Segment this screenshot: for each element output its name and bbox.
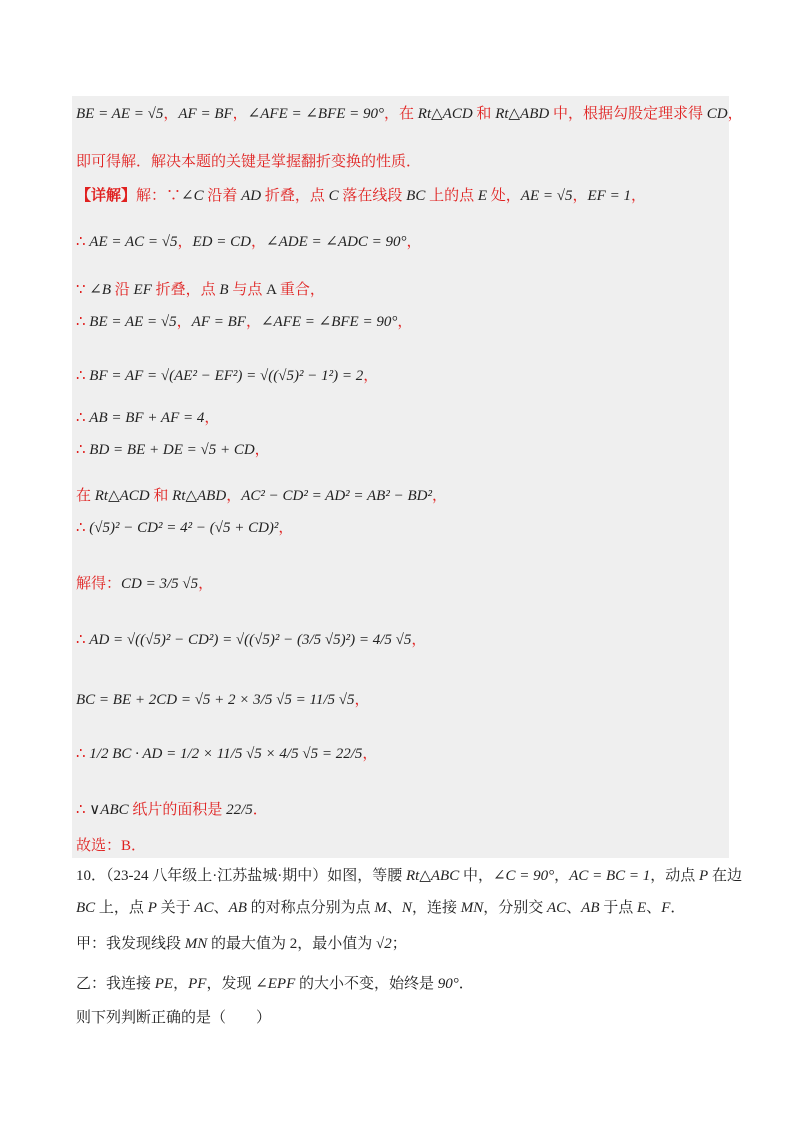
text-run: ∴ xyxy=(76,746,90,762)
text-run: ， xyxy=(411,632,427,648)
math-expression: AC xyxy=(546,900,567,916)
text-run: 和 xyxy=(149,488,173,504)
math-expression: E xyxy=(477,188,488,204)
text-run: ∴ xyxy=(76,368,90,384)
math-expression: P xyxy=(147,900,157,916)
text-run: ，连接 xyxy=(411,900,461,916)
text-run: ， xyxy=(406,234,422,250)
math-expression: ∠C = 90° xyxy=(492,868,555,884)
math-expression: BC xyxy=(76,900,96,916)
math-expression: BD = BE + DE = √5 + CD xyxy=(89,442,255,458)
math-expression: 22/5 xyxy=(226,802,253,818)
solution-line-13 xyxy=(76,630,426,650)
text-run: ∵ xyxy=(76,282,90,298)
text-run: ∴ xyxy=(76,234,90,250)
text-run: ， xyxy=(630,188,646,204)
math-expression: Rt△ACD xyxy=(417,106,473,122)
math-expression: CD xyxy=(706,106,728,122)
text-run: 故选：B． xyxy=(76,838,147,854)
solution-line-14 xyxy=(76,690,370,710)
text-run: ， xyxy=(232,106,248,122)
math-expression: AF = BF xyxy=(178,106,233,122)
text-run: ， xyxy=(163,106,179,122)
math-expression: 1/2 BC · AD = 1/2 × 11/5 √5 × 4/5 √5 = 22/5 xyxy=(89,746,363,762)
text-run: 和 xyxy=(472,106,496,122)
text-run: 在 xyxy=(76,488,95,504)
text-run: 重合， xyxy=(276,282,325,298)
text-run: ， xyxy=(397,314,413,330)
text-run: ． xyxy=(670,900,686,916)
math-expression: Rt△ABD xyxy=(172,488,227,504)
math-expression: PE xyxy=(154,976,174,992)
math-expression: BC xyxy=(406,188,426,204)
text-run: 的对称点分别为点 xyxy=(246,900,375,916)
text-run: ，发现 xyxy=(206,976,256,992)
solution-line-7 xyxy=(76,366,378,386)
math-expression: MN xyxy=(184,936,208,952)
math-expression: (√5)² − CD² = 4² − (√5 + CD)² xyxy=(89,520,279,536)
text-run: 折叠，点 xyxy=(261,188,329,204)
solution-line-8 xyxy=(76,408,219,428)
text-run: ， xyxy=(572,188,588,204)
text-run: ， xyxy=(354,692,370,708)
text-run: ， xyxy=(254,442,270,458)
math-expression: √2 xyxy=(376,936,392,952)
text-run: 10．（23-24 八年级上·江苏盐城·期中）如图，等腰 xyxy=(76,868,406,884)
math-expression: BF = AF = √(AE² − EF²) = √((√5)² − 1²) = 2 xyxy=(89,368,364,384)
text-run: ， xyxy=(173,976,189,992)
solution-line-16 xyxy=(76,800,268,820)
math-expression: P xyxy=(699,868,709,884)
text-run: 上，点 xyxy=(95,900,148,916)
text-run: ， xyxy=(363,368,379,384)
text-run: ， xyxy=(204,410,220,426)
math-expression: Rt△ABC xyxy=(406,868,460,884)
text-run: ， xyxy=(431,488,447,504)
text-run: ∴ xyxy=(76,410,90,426)
text-run: ， xyxy=(250,234,266,250)
math-expression: ∨ABC xyxy=(89,802,129,818)
math-expression: AF = BF xyxy=(191,314,246,330)
math-expression: ∠ADE = ∠ADC = 90° xyxy=(266,234,407,250)
text-run: 解：∵ xyxy=(136,188,182,204)
math-expression: AE = AC = √5 xyxy=(89,234,178,250)
solution-line-4 xyxy=(76,232,422,252)
text-run: 中，根据勾股定理求得 xyxy=(549,106,707,122)
math-expression: PF xyxy=(188,976,207,992)
question-line-2 xyxy=(76,898,685,918)
math-expression: B xyxy=(219,282,229,298)
text-run: ， xyxy=(727,106,743,122)
text-run: 于点 xyxy=(599,900,637,916)
text-run: 即可得解．解决本题的关键是掌握翻折变换的性质． xyxy=(76,154,422,170)
text-run: ． xyxy=(252,802,268,818)
text-run: ， xyxy=(176,314,192,330)
math-expression: EF xyxy=(133,282,152,298)
text-run: 、 xyxy=(213,900,229,916)
text-run: 沿 xyxy=(111,282,134,298)
math-expression: MN xyxy=(460,900,484,916)
math-expression: AB = BF + AF = 4 xyxy=(89,410,205,426)
section-tag: 【详解】 xyxy=(76,188,137,204)
solution-line-1 xyxy=(76,104,743,124)
solution-line-3 xyxy=(76,186,646,206)
text-run: 、 xyxy=(386,900,402,916)
text-run: ∴ xyxy=(76,802,90,818)
text-run: 的最大值为 2，最小值为 xyxy=(207,936,377,952)
solution-line-15 xyxy=(76,744,377,764)
math-expression: AE = √5 xyxy=(520,188,573,204)
math-expression: ∠AFE = ∠BFE = 90° xyxy=(247,106,385,122)
text-run: ； xyxy=(391,936,407,952)
text-run: 关于 xyxy=(156,900,195,916)
text-run: 乙：我连接 xyxy=(76,976,155,992)
solution-line-10 xyxy=(76,486,447,506)
text-run: ， xyxy=(226,488,242,504)
math-expression: AC² − CD² = AD² = AB² − BD² xyxy=(241,488,432,504)
text-run: ∴ xyxy=(76,314,90,330)
math-expression: AD = √((√5)² − CD²) = √((√5)² − (3/5 √5)²) = 4/5 √5 xyxy=(89,632,412,648)
text-run: ， xyxy=(362,746,378,762)
math-expression: E xyxy=(637,900,647,916)
text-run: 落在线段 xyxy=(338,188,407,204)
math-expression: ED = CD xyxy=(192,234,251,250)
question-line-3 xyxy=(76,934,407,954)
math-expression: AB xyxy=(581,900,600,916)
solution-line-17 xyxy=(76,836,146,856)
question-line-4 xyxy=(76,974,474,994)
math-expression: Rt△ACD xyxy=(94,488,150,504)
math-expression: 90° xyxy=(437,976,459,992)
math-expression: BE = AE = √5 xyxy=(76,106,164,122)
text-run: ， xyxy=(245,314,261,330)
math-expression: F xyxy=(661,900,671,916)
math-expression: C xyxy=(328,188,339,204)
math-expression: EF = 1 xyxy=(587,188,631,204)
text-run: ，在 xyxy=(384,106,418,122)
math-expression: N xyxy=(401,900,412,916)
solution-line-5 xyxy=(76,280,325,300)
math-expression: Rt△ABD xyxy=(495,106,550,122)
solution-line-9 xyxy=(76,440,270,460)
text-run: 与点 xyxy=(228,282,267,298)
text-run: ， xyxy=(278,520,294,536)
text-run: 纸片的面积是 xyxy=(128,802,227,818)
text-run: 的大小不变，始终是 xyxy=(295,976,438,992)
text-run: 甲：我发现线段 xyxy=(76,936,185,952)
solution-line-6 xyxy=(76,312,412,332)
math-expression: ∠C xyxy=(181,188,204,204)
solution-line-11 xyxy=(76,518,293,538)
solution-line-12 xyxy=(76,574,213,594)
text-run: 、 xyxy=(566,900,582,916)
solution-line-2 xyxy=(76,152,421,172)
text-run: 解得： xyxy=(76,576,122,592)
text-run: 处， xyxy=(487,188,521,204)
math-expression: ∠AFE = ∠BFE = 90° xyxy=(260,314,398,330)
math-expression: AD xyxy=(241,188,262,204)
text-run: 在边 xyxy=(708,868,742,884)
math-expression: AB xyxy=(228,900,247,916)
text-run: ． xyxy=(458,976,474,992)
math-expression: BC = BE + 2CD = √5 + 2 × 3/5 √5 = 11/5 √5 xyxy=(76,692,355,708)
text-run: 上的点 xyxy=(425,188,478,204)
math-expression: BE = AE = √5 xyxy=(89,314,177,330)
text-run: ∴ xyxy=(76,632,90,648)
text-run: 折叠，点 xyxy=(151,282,220,298)
text-run: ， xyxy=(554,868,570,884)
question-line-5 xyxy=(76,1008,271,1028)
text-run: ，分别交 xyxy=(483,900,547,916)
question-line-1 xyxy=(76,866,742,886)
text-run: ∴ xyxy=(76,520,90,536)
math-expression: ∠B xyxy=(89,282,112,298)
text-run: ， xyxy=(177,234,193,250)
math-expression: AC = BC = 1 xyxy=(569,868,651,884)
text-run: 、 xyxy=(646,900,662,916)
text-run: 则下列判断正确的是（ ） xyxy=(76,1010,272,1026)
text-run: A xyxy=(266,282,277,298)
text-run: 中， xyxy=(459,868,493,884)
text-run: ， xyxy=(198,576,214,592)
text-run: 沿着 xyxy=(203,188,242,204)
math-expression: M xyxy=(374,900,387,916)
text-run: ∴ xyxy=(76,442,90,458)
math-expression: CD = 3/5 √5 xyxy=(121,576,199,592)
math-expression: AC xyxy=(194,900,214,916)
text-run: ，动点 xyxy=(650,868,700,884)
math-expression: ∠EPF xyxy=(255,976,296,992)
